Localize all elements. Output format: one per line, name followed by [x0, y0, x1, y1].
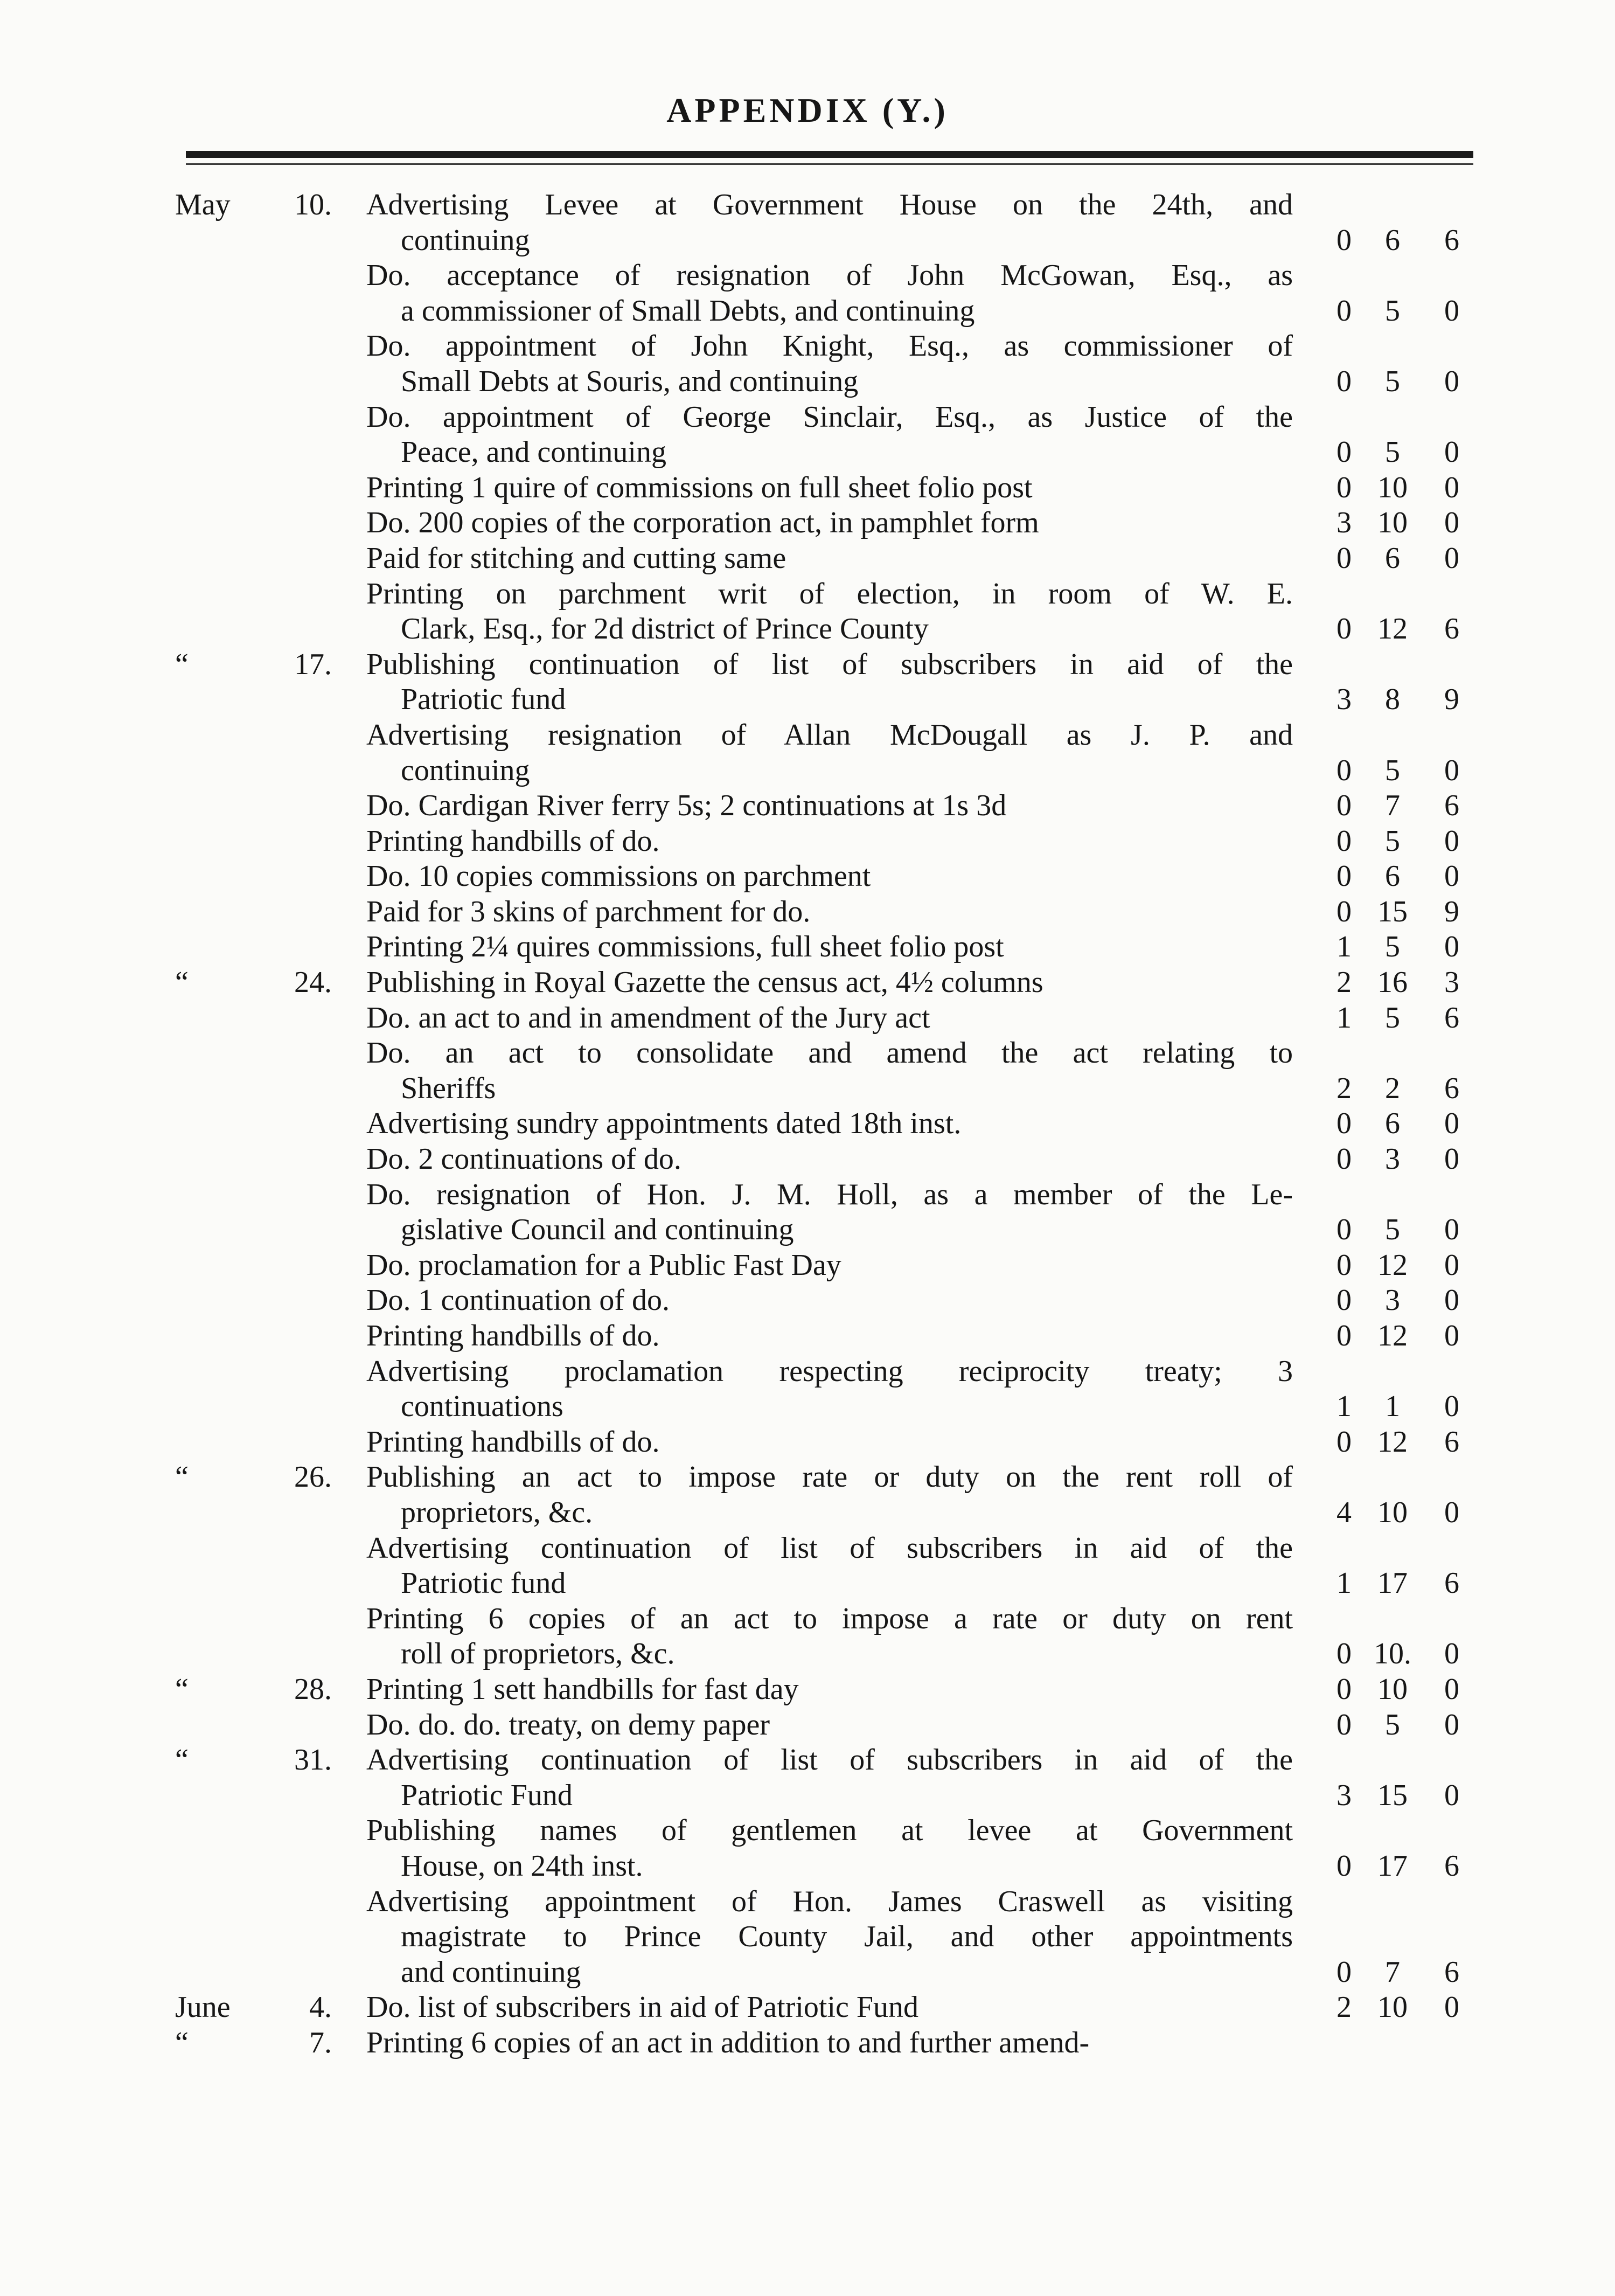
amount-shillings: 3 — [1385, 1284, 1400, 1317]
amount-shillings: 15 — [1377, 894, 1408, 928]
amount-pounds: 0 — [1336, 894, 1352, 928]
amount-pence: 0 — [1444, 1319, 1459, 1352]
amount-pence: 0 — [1444, 364, 1459, 398]
amount-pounds: 3 — [1336, 506, 1352, 540]
amount-pence: 0 — [1444, 470, 1459, 504]
amount-pence: 0 — [1444, 294, 1459, 328]
amount-pounds: 1 — [1336, 930, 1352, 964]
entry-month: “ — [175, 1672, 189, 1706]
ledger-line — [0, 824, 1615, 859]
entry-description-line: roll of proprietors, &c. — [401, 1637, 675, 1671]
entry-description-line: Printing on parchment writ of election, in room of W. E. — [366, 577, 1293, 611]
entry-description-line: continuing — [401, 753, 530, 787]
amount-pounds: 2 — [1336, 966, 1352, 1000]
heading-rule — [186, 151, 1473, 158]
ledger-line — [0, 1106, 1615, 1142]
amount-pence: 0 — [1444, 1107, 1459, 1141]
amount-shillings: 5 — [1385, 930, 1400, 964]
ledger-line — [0, 1849, 1615, 1884]
amount-pounds: 1 — [1336, 1566, 1352, 1600]
entry-description-line: Patriotic fund — [401, 683, 566, 717]
ledger-line — [0, 1354, 1615, 1390]
entry-description-line: Do. 200 copies of the corporation act, in pamphlet form — [366, 506, 1039, 540]
ledger-line — [0, 682, 1615, 718]
entry-description-line: Advertising continuation of list of subscribers in aid of the — [366, 1531, 1293, 1565]
amount-pounds: 0 — [1336, 1708, 1352, 1742]
ledger-line — [0, 1071, 1615, 1107]
amount-pence: 0 — [1444, 930, 1459, 964]
amount-shillings: 5 — [1385, 1708, 1400, 1742]
amount-pence: 6 — [1444, 1001, 1459, 1035]
ledger-line — [0, 718, 1615, 753]
ledger-line — [0, 1142, 1615, 1177]
amount-pounds: 3 — [1336, 683, 1352, 717]
entry-description-line: Sheriffs — [401, 1071, 496, 1105]
amount-shillings: 6 — [1385, 1107, 1400, 1141]
ledger-line — [0, 1460, 1615, 1495]
entry-description-line: Advertising proclamation respecting reciprocity treaty; 3 — [366, 1354, 1293, 1388]
ledger-line — [0, 1743, 1615, 1778]
ledger-line — [0, 965, 1615, 1001]
amount-pence: 0 — [1444, 506, 1459, 540]
entry-month: “ — [175, 966, 189, 1000]
entry-day: 7. — [309, 2026, 332, 2059]
ledger-line — [0, 2026, 1615, 2061]
amount-pounds: 0 — [1336, 435, 1352, 469]
amount-shillings: 6 — [1385, 859, 1400, 893]
amount-pence: 0 — [1444, 1248, 1459, 1282]
entry-month: “ — [175, 1743, 189, 1777]
entry-description-line: Advertising Levee at Government House on the 24th, and — [366, 188, 1293, 221]
ledger-line — [0, 364, 1615, 400]
entry-month: May — [175, 188, 231, 221]
entry-description-line: Advertising appointment of Hon. James Craswell as visiting — [366, 1884, 1293, 1918]
amount-shillings: 10 — [1377, 1672, 1408, 1706]
amount-pence: 0 — [1444, 1637, 1459, 1671]
amount-pence: 0 — [1444, 1213, 1459, 1247]
amount-pounds: 0 — [1336, 294, 1352, 328]
amount-shillings: 6 — [1385, 541, 1400, 575]
ledger-line — [0, 788, 1615, 824]
ledger-line — [0, 470, 1615, 506]
ledger-line — [0, 1636, 1615, 1672]
ledger-line — [0, 1319, 1615, 1354]
amount-shillings: 17 — [1377, 1849, 1408, 1883]
ledger-line — [0, 647, 1615, 683]
amount-pence: 0 — [1444, 1390, 1459, 1424]
entry-description-line: Publishing in Royal Gazette the census act, 4½ columns — [366, 966, 1043, 1000]
entry-description-line: Do. appointment of George Sinclair, Esq., as Justice of the — [366, 400, 1293, 434]
ledger-line — [0, 1955, 1615, 1990]
entry-description-line: Do. 1 continuation of do. — [366, 1284, 670, 1317]
amount-pounds: 2 — [1336, 1990, 1352, 2024]
amount-pounds: 0 — [1336, 1425, 1352, 1459]
amount-pounds: 4 — [1336, 1495, 1352, 1529]
amount-shillings: 7 — [1385, 1955, 1400, 1989]
ledger-line — [0, 1036, 1615, 1071]
ledger-line — [0, 1389, 1615, 1425]
amount-shillings: 10 — [1377, 506, 1408, 540]
amount-pounds: 0 — [1336, 470, 1352, 504]
amount-pence: 0 — [1444, 859, 1459, 893]
amount-pounds: 0 — [1336, 1849, 1352, 1883]
amount-pence: 9 — [1444, 894, 1459, 928]
heading-rule-thin — [186, 163, 1473, 165]
ledger-line — [0, 1990, 1615, 2026]
amount-pounds: 0 — [1336, 541, 1352, 575]
amount-pounds: 0 — [1336, 1142, 1352, 1176]
amount-shillings: 5 — [1385, 364, 1400, 398]
amount-pounds: 0 — [1336, 824, 1352, 858]
amount-shillings: 12 — [1377, 1319, 1408, 1352]
ledger-line — [0, 1283, 1615, 1319]
amount-shillings: 2 — [1385, 1071, 1400, 1105]
entry-description-line: Printing 1 sett handbills for fast day — [366, 1672, 799, 1706]
ledger-line — [0, 541, 1615, 577]
amount-shillings: 12 — [1377, 1425, 1408, 1459]
amount-shillings: 7 — [1385, 789, 1400, 823]
amount-pence: 0 — [1444, 753, 1459, 787]
amount-pounds: 0 — [1336, 1107, 1352, 1141]
amount-shillings: 17 — [1377, 1566, 1408, 1600]
entry-description-line: Printing 1 quire of commissions on full sheet folio post — [366, 470, 1033, 504]
entry-description-line: magistrate to Prince County Jail, and other appointments — [401, 1920, 1293, 1954]
ledger-line — [0, 577, 1615, 612]
entry-description-line: a commissioner of Small Debts, and continuing — [401, 294, 975, 328]
amount-pence: 0 — [1444, 1672, 1459, 1706]
amount-pounds: 0 — [1336, 859, 1352, 893]
amount-pounds: 0 — [1336, 1284, 1352, 1317]
entry-day: 24. — [294, 966, 332, 1000]
amount-pence: 6 — [1444, 1071, 1459, 1105]
entry-day: 4. — [309, 1990, 332, 2024]
amount-shillings: 6 — [1385, 223, 1400, 257]
amount-pounds: 0 — [1336, 1213, 1352, 1247]
entry-description-line: Do. appointment of John Knight, Esq., as commissioner of — [366, 329, 1293, 363]
entry-description-line: Publishing continuation of list of subscribers in aid of the — [366, 647, 1293, 681]
entry-month: “ — [175, 647, 189, 681]
amount-pounds: 1 — [1336, 1001, 1352, 1035]
amount-pence: 9 — [1444, 683, 1459, 717]
entry-description-line: Publishing an act to impose rate or duty on the rent roll of — [366, 1460, 1293, 1494]
entry-description-line: Clark, Esq., for 2d district of Prince County — [401, 612, 929, 646]
amount-shillings: 3 — [1385, 1142, 1400, 1176]
amount-pence: 0 — [1444, 1284, 1459, 1317]
ledger-line — [0, 1919, 1615, 1955]
amount-pounds: 0 — [1336, 1672, 1352, 1706]
entry-description-line: Do. proclamation for a Public Fast Day — [366, 1248, 841, 1282]
amount-shillings: 10 — [1377, 1990, 1408, 2024]
ledger-line — [0, 188, 1615, 223]
amount-pounds: 3 — [1336, 1778, 1352, 1812]
amount-pounds: 0 — [1336, 1955, 1352, 1989]
entry-description-line: Patriotic Fund — [401, 1778, 573, 1812]
entry-day: 28. — [294, 1672, 332, 1706]
ledger-line — [0, 223, 1615, 259]
amount-pounds: 0 — [1336, 1319, 1352, 1352]
amount-shillings: 10 — [1377, 1495, 1408, 1529]
amount-pence: 0 — [1444, 1495, 1459, 1529]
ledger-line — [0, 1248, 1615, 1284]
entry-description-line: proprietors, &c. — [401, 1495, 593, 1529]
amount-pence: 6 — [1444, 1955, 1459, 1989]
amount-pence: 0 — [1444, 1142, 1459, 1176]
ledger-line — [0, 1177, 1615, 1213]
amount-pence: 3 — [1444, 966, 1459, 1000]
amount-pounds: 0 — [1336, 1637, 1352, 1671]
entry-description-line: Do. 2 continuations of do. — [366, 1142, 681, 1176]
amount-pence: 6 — [1444, 789, 1459, 823]
amount-pounds: 1 — [1336, 1390, 1352, 1424]
amount-pence: 6 — [1444, 1566, 1459, 1600]
ledger-line — [0, 329, 1615, 364]
entry-description-line: Small Debts at Souris, and continuing — [401, 364, 859, 398]
entry-day: 17. — [294, 647, 332, 681]
ledger-line — [0, 930, 1615, 965]
ledger-line — [0, 753, 1615, 789]
ledger-line — [0, 400, 1615, 435]
page-heading: APPENDIX (Y.) — [666, 91, 949, 129]
entry-description-line: Do. resignation of Hon. J. M. Holl, as a member of the Le- — [366, 1177, 1293, 1211]
amount-pence: 6 — [1444, 612, 1459, 646]
amount-shillings: 5 — [1385, 824, 1400, 858]
ledger-line — [0, 435, 1615, 470]
entry-description-line: Do. do. do. treaty, on demy paper — [366, 1708, 770, 1742]
amount-shillings: 5 — [1385, 435, 1400, 469]
ledger-line — [0, 505, 1615, 541]
entry-day: 26. — [294, 1460, 332, 1494]
amount-pounds: 0 — [1336, 223, 1352, 257]
entry-description-line: Do. 10 copies commissions on parchment — [366, 859, 871, 893]
amount-pence: 0 — [1444, 1778, 1459, 1812]
amount-pence: 0 — [1444, 1990, 1459, 2024]
entry-description-line: Printing handbills of do. — [366, 1319, 660, 1352]
ledger-line — [0, 1813, 1615, 1849]
amount-shillings: 15 — [1377, 1778, 1408, 1812]
ledger-line — [0, 1708, 1615, 1743]
amount-pounds: 0 — [1336, 753, 1352, 787]
ledger-line — [0, 294, 1615, 329]
ledger-line — [0, 1601, 1615, 1637]
entry-description-line: gislative Council and continuing — [401, 1213, 794, 1247]
amount-shillings: 5 — [1385, 1001, 1400, 1035]
amount-pounds: 0 — [1336, 612, 1352, 646]
ledger-line — [0, 1884, 1615, 1920]
entry-description-line: Advertising sundry appointments dated 18th inst. — [366, 1107, 962, 1141]
ledger-line — [0, 859, 1615, 894]
amount-shillings: 16 — [1377, 966, 1408, 1000]
ledger-line — [0, 1001, 1615, 1036]
ledger-line — [0, 894, 1615, 930]
amount-shillings: 5 — [1385, 1213, 1400, 1247]
entry-description-line: continuing — [401, 223, 530, 257]
ledger-line — [0, 1212, 1615, 1248]
entry-day: 31. — [294, 1743, 332, 1777]
ledger-line — [0, 1495, 1615, 1531]
amount-shillings: 10 — [1377, 470, 1408, 504]
amount-pence: 0 — [1444, 824, 1459, 858]
amount-pounds: 0 — [1336, 364, 1352, 398]
entry-description-line: Do. an act to consolidate and amend the act relating to — [366, 1036, 1293, 1070]
amount-pence: 0 — [1444, 1708, 1459, 1742]
entry-description-line: Printing 2¼ quires commissions, full sheet folio post — [366, 930, 1004, 964]
entry-month: June — [175, 1990, 231, 2024]
ledger-line — [0, 258, 1615, 294]
ledger-line — [0, 612, 1615, 647]
amount-shillings: 5 — [1385, 753, 1400, 787]
amount-pence: 6 — [1444, 1425, 1459, 1459]
amount-pounds: 2 — [1336, 1071, 1352, 1105]
entry-description-line: Publishing names of gentlemen at levee at Government — [366, 1814, 1293, 1848]
entry-description-line: House, on 24th inst. — [401, 1849, 643, 1883]
entry-description-line: Printing 6 copies of an act in addition to and further amend- — [366, 2026, 1090, 2059]
entry-description-line: Do. Cardigan River ferry 5s; 2 continuations at 1s 3d — [366, 789, 1007, 823]
entry-description-line: Patriotic fund — [401, 1566, 566, 1600]
amount-shillings: 12 — [1377, 612, 1408, 646]
entry-description-line: Printing 6 copies of an act to impose a rate or duty on rent — [366, 1601, 1293, 1635]
entry-description-line: Peace, and continuing — [401, 435, 666, 469]
entry-description-line: Paid for 3 skins of parchment for do. — [366, 894, 811, 928]
amount-shillings: 10. — [1374, 1637, 1411, 1671]
amount-shillings: 8 — [1385, 683, 1400, 717]
amount-pence: 0 — [1444, 435, 1459, 469]
entry-description-line: Do. acceptance of resignation of John McGowan, Esq., as — [366, 259, 1293, 293]
amount-shillings: 12 — [1377, 1248, 1408, 1282]
ledger-line — [0, 1531, 1615, 1566]
entry-description-line: Printing handbills of do. — [366, 824, 660, 858]
entry-description-line: continuations — [401, 1390, 563, 1424]
account-ledger — [0, 188, 1615, 2061]
amount-pounds: 0 — [1336, 1248, 1352, 1282]
amount-pence: 6 — [1444, 223, 1459, 257]
entry-description-line: Do. list of subscribers in aid of Patriotic Fund — [366, 1990, 919, 2024]
entry-description-line: and continuing — [401, 1955, 581, 1989]
amount-shillings: 1 — [1385, 1390, 1400, 1424]
amount-shillings: 5 — [1385, 294, 1400, 328]
entry-description-line: Advertising continuation of list of subscribers in aid of the — [366, 1743, 1293, 1777]
entry-month: “ — [175, 2026, 189, 2059]
entry-description-line: Do. an act to and in amendment of the Jury act — [366, 1001, 930, 1035]
amount-pounds: 0 — [1336, 789, 1352, 823]
amount-pence: 6 — [1444, 1849, 1459, 1883]
ledger-line — [0, 1566, 1615, 1601]
entry-month: “ — [175, 1460, 189, 1494]
entry-day: 10. — [294, 188, 332, 221]
ledger-line — [0, 1672, 1615, 1708]
entry-description-line: Printing handbills of do. — [366, 1425, 660, 1459]
ledger-line — [0, 1425, 1615, 1460]
entry-description-line: Advertising resignation of Allan McDougall as J. P. and — [366, 718, 1293, 752]
amount-pence: 0 — [1444, 541, 1459, 575]
entry-description-line: Paid for stitching and cutting same — [366, 541, 786, 575]
ledger-line — [0, 1778, 1615, 1814]
